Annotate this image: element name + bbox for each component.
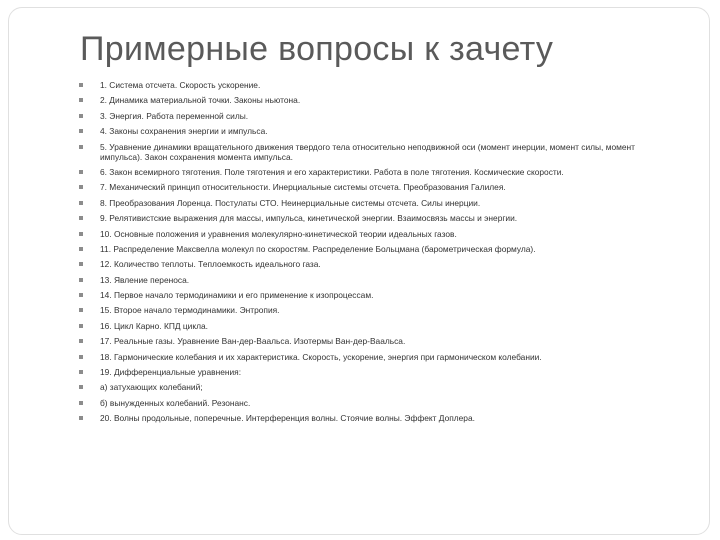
square-bullet-icon [79,401,83,405]
list-item [78,290,678,300]
list-item-text: 12. Количество теплоты. Теплоемкость идеального газа. [100,259,321,270]
slide-title: Примерные вопросы к зачету [80,30,554,68]
question-list [78,80,678,429]
square-bullet-icon [79,293,83,297]
list-item-text: 9. Релятивистские выражения для массы, импульса, кинетической энергии. Взаимосвязь массы и энергии. [100,213,518,224]
square-bullet-icon [79,129,83,133]
square-bullet-icon [79,247,83,251]
list-item [78,80,678,90]
list-item-text: 16. Цикл Карно. КПД цикла. [100,320,208,331]
list-item [78,336,678,346]
square-bullet-icon [79,185,83,189]
list-item-text: 19. Дифференциальные уравнения: [100,367,242,378]
list-item [78,198,678,208]
list-item-text: 2. Динамика материальной точки. Законы ньютона. [100,95,301,106]
list-item [78,382,678,392]
list-item [78,95,678,105]
square-bullet-icon [79,114,83,118]
list-item [78,275,678,285]
square-bullet-icon [79,370,83,374]
list-item-text: 4. Законы сохранения энергии и импульса. [100,126,268,137]
list-item-text: 1. Система отсчета. Скорость ускорение. [100,80,261,90]
list-item [78,352,678,362]
list-item-text: 17. Реальные газы. Уравнение Ван-дер-Ваальса. Изотермы Ван-дер-Ваальса. [100,336,406,347]
list-item [78,229,678,239]
square-bullet-icon [79,232,83,236]
list-item-text: 14. Первое начало термодинамики и его применение к изопроцессам. [100,290,374,301]
square-bullet-icon [79,339,83,343]
list-item [78,244,678,254]
square-bullet-icon [79,324,83,328]
list-item [78,398,678,408]
square-bullet-icon [79,278,83,282]
list-item-text: 20. Волны продольные, поперечные. Интерференция волны. Стоячие волны. Эффект Доплера. [100,413,475,424]
square-bullet-icon [79,98,83,102]
list-item-text: 8. Преобразования Лоренца. Постулаты СТО. Неинерциальные системы отсчета. Силы инерции. [100,197,481,208]
square-bullet-icon [79,145,83,149]
list-item [78,367,678,377]
square-bullet-icon [79,170,83,174]
list-item-text: 10. Основные положения и уравнения молекулярно-кинетической теории идеальных газов. [100,228,457,239]
square-bullet-icon [79,201,83,205]
square-bullet-icon [79,216,83,220]
list-item-text: 5. Уравнение динамики вращательного движения твердого тела относительно неподвижной оси (момент инерции, момент силы, момент импульса). Закон сохранения момента импульса. [100,141,635,162]
list-item [78,305,678,315]
list-item-text: 18. Гармонические колебания и их характеристика. Скорость, ускорение, энергия при гармоническом колебании. [100,351,542,362]
square-bullet-icon [79,262,83,266]
square-bullet-icon [79,355,83,359]
list-item-text: 3. Энергия. Работа переменной силы. [100,110,249,121]
list-item [78,167,678,177]
list-item [78,413,678,423]
square-bullet-icon [79,83,83,87]
list-item-text: 13. Явление переноса. [100,274,190,285]
square-bullet-icon [79,385,83,389]
list-item [78,321,678,331]
list-item-text: 7. Механический принцип относительности. Инерциальные системы отсчета. Преобразования Галилея. [100,182,506,193]
list-item-text: 15. Второе начало термодинамики. Энтропия. [100,305,280,316]
list-item [78,142,678,162]
list-item [78,111,678,121]
list-item-text: а) затухающих колебаний; [100,382,203,393]
list-item-text: б) вынужденных колебаний. Резонанс. [100,397,251,408]
list-item-text: 11. Распределение Максвелла молекул по скоростям. Распределение Больцмана (барометрическая формула). [100,243,536,254]
list-item [78,259,678,269]
square-bullet-icon [79,416,83,420]
list-item [78,126,678,136]
list-item-text: 6. Закон всемирного тяготения. Поле тяготения и его характеристики. Работа в поле тяготения. Космические скорости. [100,166,564,177]
square-bullet-icon [79,308,83,312]
list-item [78,213,678,223]
list-item [78,182,678,192]
